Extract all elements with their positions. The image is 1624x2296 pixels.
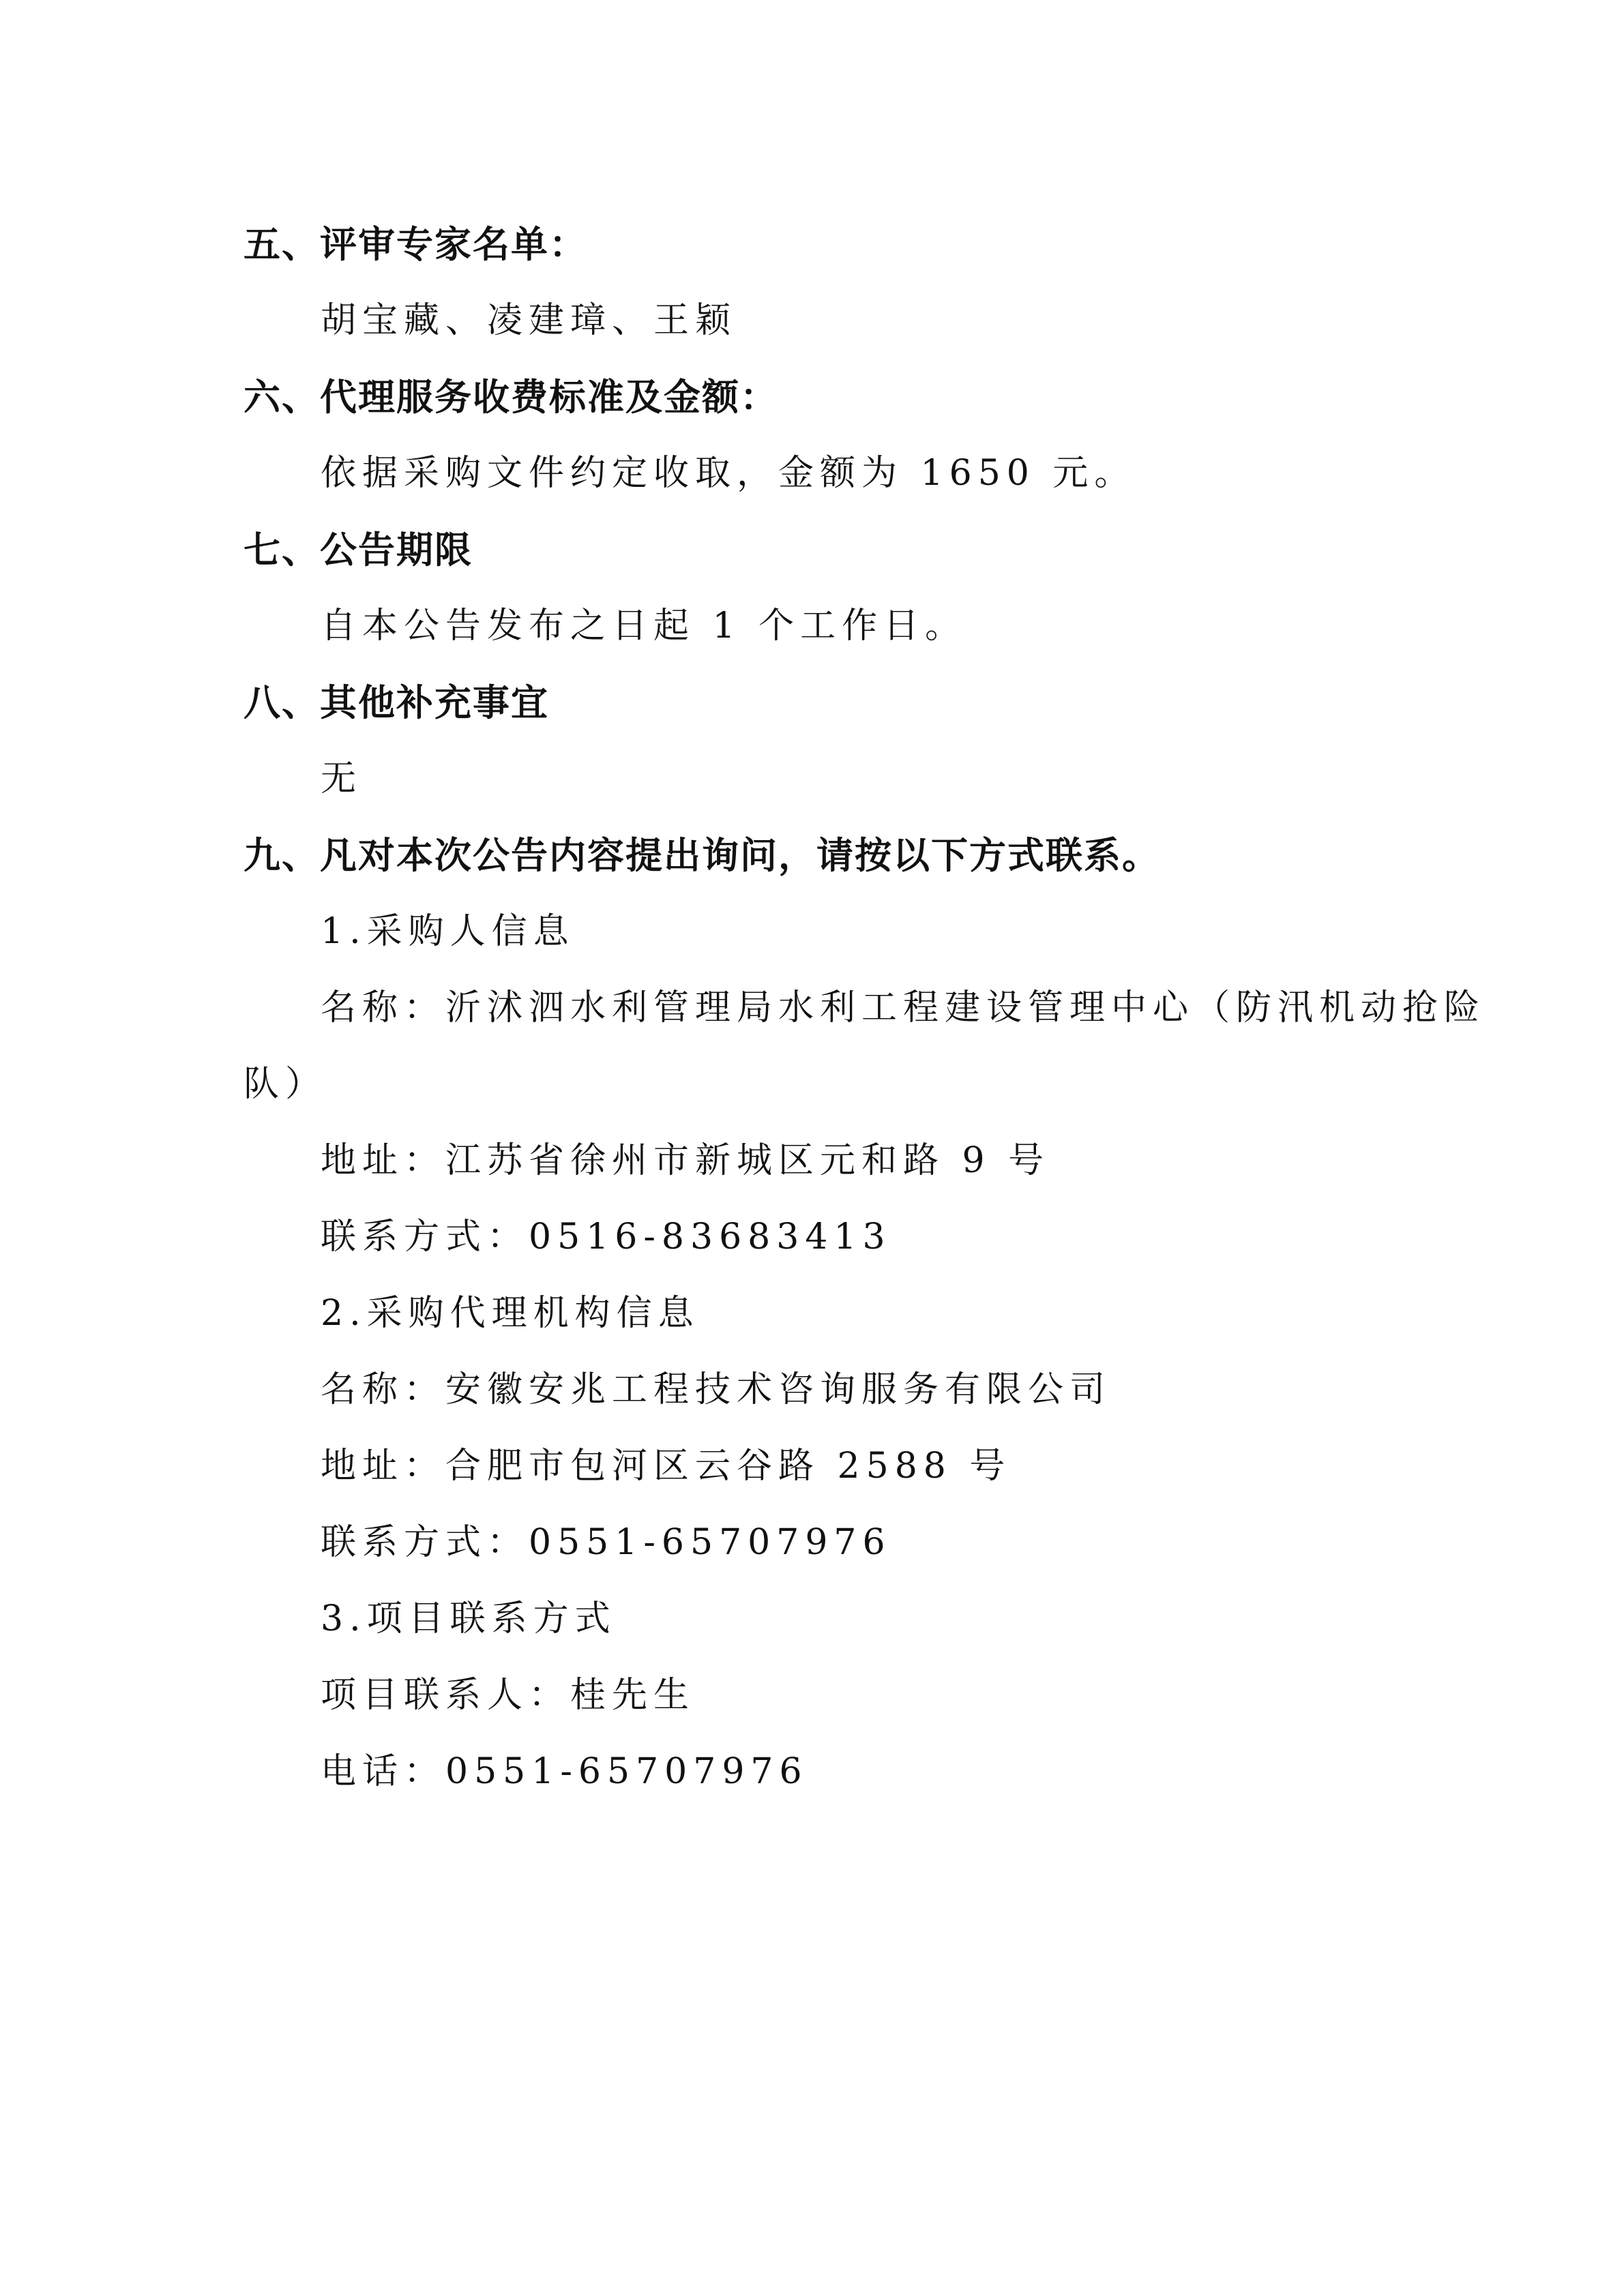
section-6-heading: 六、代理服务收费标准及金额： (243, 376, 778, 419)
section-7-body: 自本公告发布之日起 1 个工作日。 (321, 606, 967, 646)
agency-contact: 联系方式：0551-65707976 (321, 1522, 891, 1563)
section-8-heading: 八、其他补充事宜 (243, 681, 549, 724)
project-contact-phone: 电话：0551-65707976 (321, 1751, 808, 1792)
project-contact-title: 3.项目联系方式 (321, 1598, 617, 1639)
purchaser-name-continued: 队） (243, 1064, 327, 1105)
purchaser-title: 1.采购人信息 (321, 911, 575, 952)
section-9-heading: 九、凡对本次公告内容提出询问，请按以下方式联系。 (243, 834, 1160, 877)
section-6-body: 依据采购文件约定收取，金额为 1650 元。 (321, 453, 1136, 494)
agency-address: 地址：合肥市包河区云谷路 2588 号 (321, 1446, 1012, 1487)
section-5-heading: 五、评审专家名单： (243, 223, 587, 266)
section-8-body: 无 (321, 758, 363, 799)
section-5-body: 胡宝藏、凌建璋、王颖 (321, 300, 737, 341)
project-contact-person: 项目联系人：桂先生 (321, 1675, 696, 1716)
purchaser-contact: 联系方式：0516-83683413 (321, 1217, 891, 1257)
section-7-heading: 七、公告期限 (243, 528, 473, 571)
agency-title: 2.采购代理机构信息 (321, 1293, 700, 1334)
purchaser-address: 地址：江苏省徐州市新城区元和路 9 号 (321, 1140, 1050, 1181)
purchaser-name: 名称：沂沭泗水利管理局水利工程建设管理中心（防汛机动抢险 (321, 987, 1486, 1028)
agency-name: 名称：安徽安兆工程技术咨询服务有限公司 (321, 1369, 1112, 1410)
